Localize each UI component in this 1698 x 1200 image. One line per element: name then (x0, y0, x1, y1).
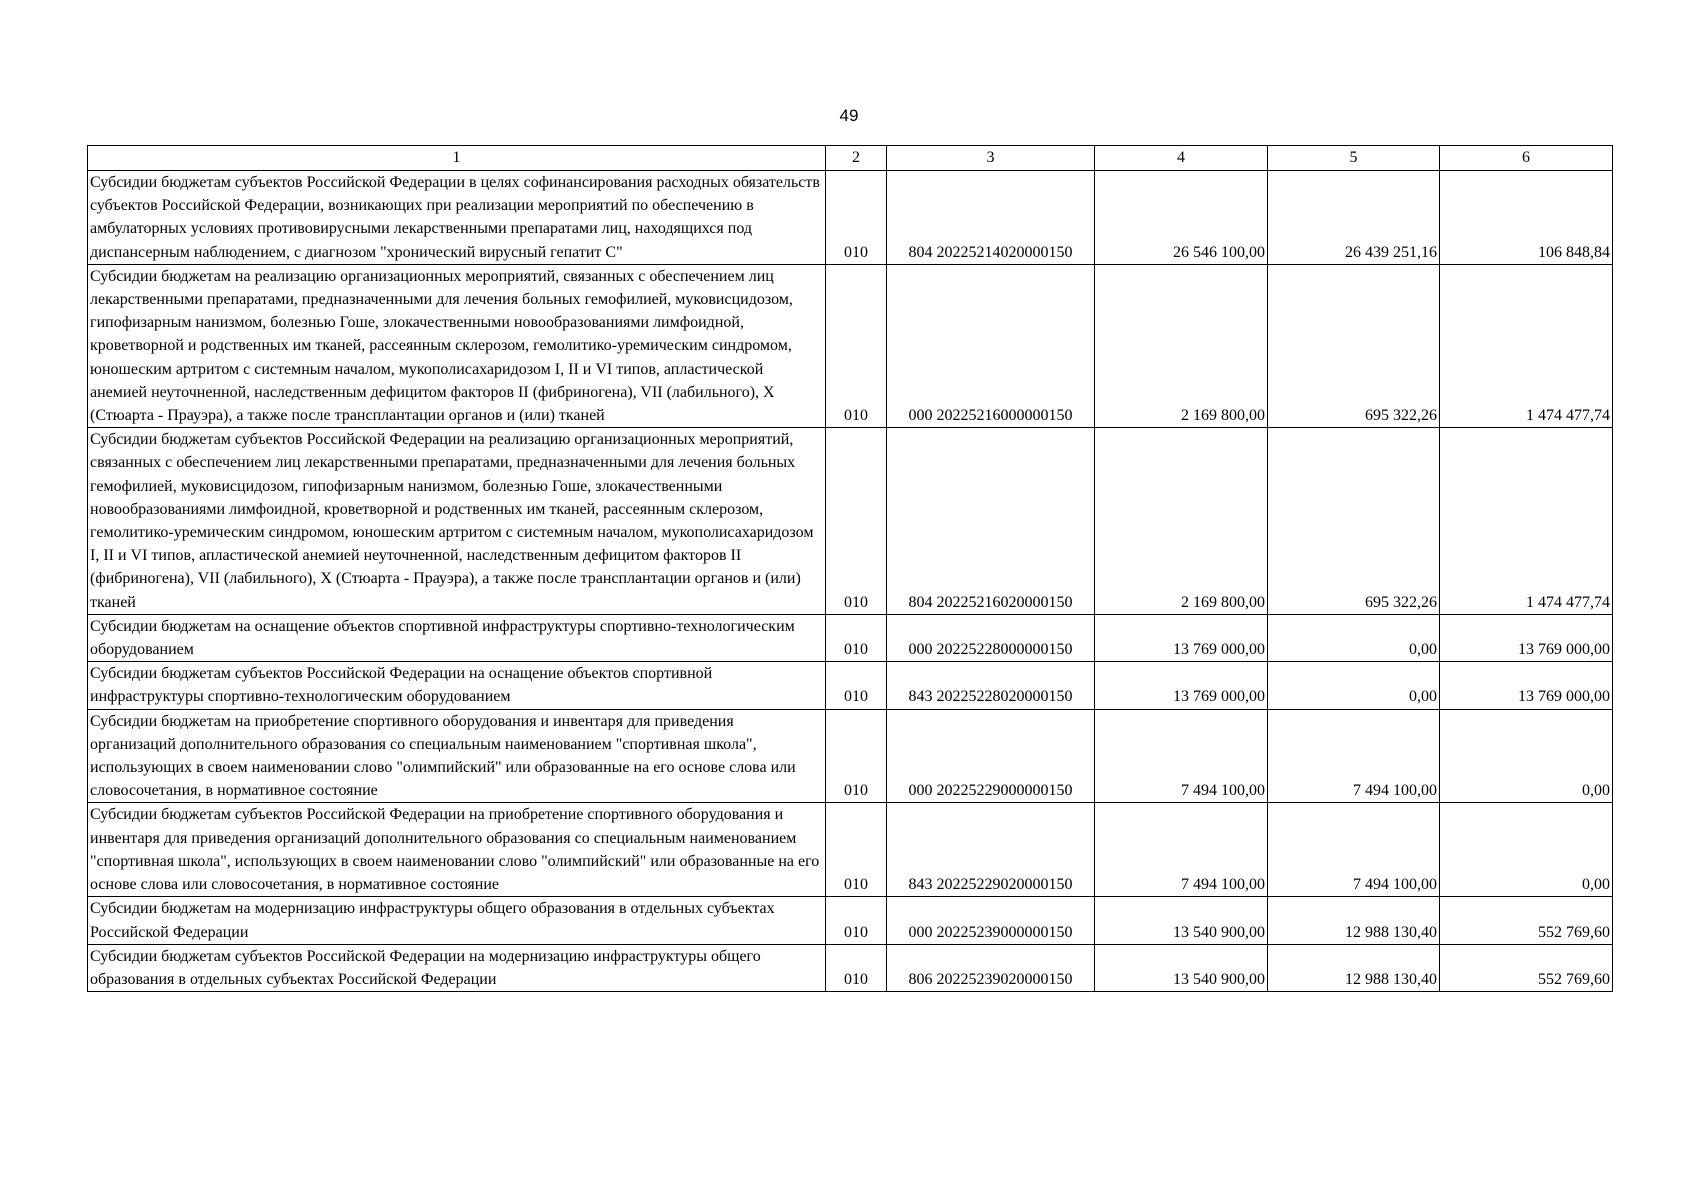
budget-execution-table (87, 145, 1613, 992)
row-description: Субсидии бюджетам на оснащение объектов спортивной инфраструктуры спортивно-технологическим оборудованием (88, 614, 826, 661)
table-row (88, 709, 1613, 803)
row-approved: 7 494 100,00 (1095, 709, 1268, 803)
row-description: Субсидии бюджетам на реализацию организационных мероприятий, связанных с обеспечением лиц лекарственными препаратами, предназначенными для лечения больных гемофилией, муковисцидозом, гипофизарным нанизмом, болезнью Гоше, злокачественными новообразованиями лимфоидной, кроветворной и родственных им тканей, рассеянным склерозом, гемолитико-уремическим синдромом, юношеским артритом с системным началом, мукополисахаридозом I, II и VI типов, апластической анемией неуточненной, наследственным дефицитом факторов II (фибриногена), VII (лабильного), X (Стюарта - Прауэра), а также после трансплантации органов и (или) тканей (88, 264, 826, 427)
table-row (88, 944, 1613, 991)
column-header-6: 6 (1440, 146, 1613, 171)
column-header-4: 4 (1095, 146, 1268, 171)
row-executed: 695 322,26 (1268, 428, 1440, 615)
row-budget-code: 843 20225229020000150 (887, 803, 1095, 897)
row-executed: 26 439 251,16 (1268, 171, 1440, 265)
row-executed: 12 988 130,40 (1268, 897, 1440, 944)
row-approved: 26 546 100,00 (1095, 171, 1268, 265)
row-line-code: 010 (826, 944, 887, 991)
row-line-code: 010 (826, 171, 887, 265)
row-budget-code: 804 20225214020000150 (887, 171, 1095, 265)
row-budget-code: 000 20225229000000150 (887, 709, 1095, 803)
table-row (88, 428, 1613, 615)
row-line-code: 010 (826, 264, 887, 427)
row-approved: 2 169 800,00 (1095, 264, 1268, 427)
row-approved: 13 540 900,00 (1095, 944, 1268, 991)
row-budget-code: 000 20225228000000150 (887, 614, 1095, 661)
row-budget-code: 804 20225216020000150 (887, 428, 1095, 615)
row-description: Субсидии бюджетам субъектов Российской Федерации на оснащение объектов спортивной инфраструктуры спортивно-технологическим оборудованием (88, 662, 826, 709)
row-executed: 7 494 100,00 (1268, 709, 1440, 803)
column-header-1: 1 (88, 146, 826, 171)
row-unexecuted: 106 848,84 (1440, 171, 1613, 265)
row-description: Субсидии бюджетам на приобретение спортивного оборудования и инвентаря для приведения организаций дополнительного образования со специальным наименованием "спортивная школа", использующих в своем наименовании слово "олимпийский" или образованные на его основе слова или словосочетания, в нормативное состояние (88, 709, 826, 803)
row-unexecuted: 552 769,60 (1440, 897, 1613, 944)
table-row (88, 614, 1613, 661)
row-description: Субсидии бюджетам на модернизацию инфраструктуры общего образования в отдельных субъектах Российской Федерации (88, 897, 826, 944)
row-approved: 13 540 900,00 (1095, 897, 1268, 944)
table-row (88, 803, 1613, 897)
row-description: Субсидии бюджетам субъектов Российской Федерации в целях софинансирования расходных обязательств субъектов Российской Федерации, возникающих при реализации мероприятий по обеспечению в амбулаторных условиях противовирусными лекарственными препаратами лиц, находящихся под диспансерным наблюдением, с диагнозом "хронический вирусный гепатит С" (88, 171, 826, 265)
row-budget-code: 000 20225216000000150 (887, 264, 1095, 427)
table-body (88, 146, 1613, 992)
row-unexecuted: 1 474 477,74 (1440, 428, 1613, 615)
row-unexecuted: 13 769 000,00 (1440, 614, 1613, 661)
row-line-code: 010 (826, 614, 887, 661)
row-executed: 7 494 100,00 (1268, 803, 1440, 897)
page-number: 49 (839, 106, 859, 125)
row-executed: 0,00 (1268, 662, 1440, 709)
row-unexecuted: 1 474 477,74 (1440, 264, 1613, 427)
row-line-code: 010 (826, 662, 887, 709)
row-executed: 12 988 130,40 (1268, 944, 1440, 991)
row-description: Субсидии бюджетам субъектов Российской Федерации на модернизацию инфраструктуры общего образования в отдельных субъектах Российской Федерации (88, 944, 826, 991)
row-description: Субсидии бюджетам субъектов Российской Федерации на реализацию организационных мероприятий, связанных с обеспечением лиц лекарственными препаратами, предназначенными для лечения больных гемофилией, муковисцидозом, гипофизарным нанизмом, болезнью Гоше, злокачественными новообразованиями лимфоидной, кроветворной и родственных им тканей, рассеянным склерозом, гемолитико-уремическим синдромом, юношеским артритом с системным началом, мукополисахаридозом I, II и VI типов, апластической анемией неуточненной, наследственным дефицитом факторов II (фибриногена), VII (лабильного), X (Стюарта - Прауэра), а также после трансплантации органов и (или) тканей (88, 428, 826, 615)
row-line-code: 010 (826, 897, 887, 944)
table-row (88, 662, 1613, 709)
row-approved: 7 494 100,00 (1095, 803, 1268, 897)
row-budget-code: 806 20225239020000150 (887, 944, 1095, 991)
column-header-5: 5 (1268, 146, 1440, 171)
row-unexecuted: 0,00 (1440, 709, 1613, 803)
table-row (88, 897, 1613, 944)
row-line-code: 010 (826, 428, 887, 615)
row-unexecuted: 13 769 000,00 (1440, 662, 1613, 709)
column-header-3: 3 (887, 146, 1095, 171)
row-description: Субсидии бюджетам субъектов Российской Федерации на приобретение спортивного оборудования и инвентаря для приведения организаций дополнительного образования со специальным наименованием "спортивная школа", использующих в своем наименовании слово "олимпийский" или образованные на его основе слова или словосочетания, в нормативное состояние (88, 803, 826, 897)
row-unexecuted: 0,00 (1440, 803, 1613, 897)
row-line-code: 010 (826, 709, 887, 803)
column-header-2: 2 (826, 146, 887, 171)
table-row (88, 264, 1613, 427)
row-budget-code: 000 20225239000000150 (887, 897, 1095, 944)
row-unexecuted: 552 769,60 (1440, 944, 1613, 991)
column-number-header (88, 146, 1613, 171)
row-approved: 13 769 000,00 (1095, 662, 1268, 709)
table-row (88, 171, 1613, 265)
row-line-code: 010 (826, 803, 887, 897)
row-executed: 695 322,26 (1268, 264, 1440, 427)
row-approved: 13 769 000,00 (1095, 614, 1268, 661)
row-budget-code: 843 20225228020000150 (887, 662, 1095, 709)
row-executed: 0,00 (1268, 614, 1440, 661)
row-approved: 2 169 800,00 (1095, 428, 1268, 615)
